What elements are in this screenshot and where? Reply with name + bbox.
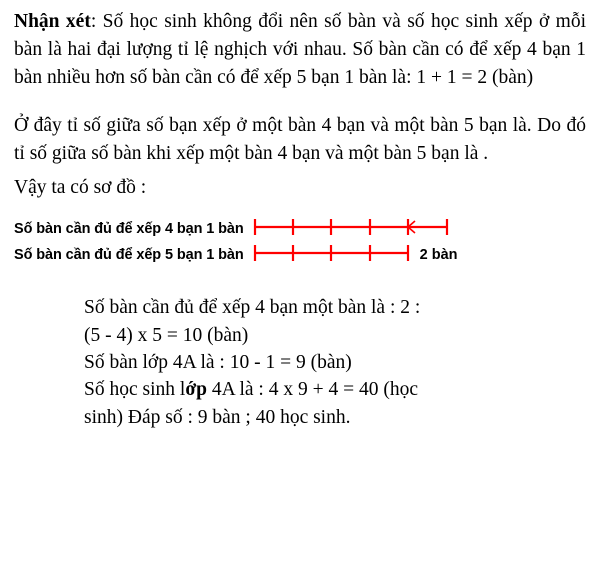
solution-line-4 xyxy=(84,376,586,403)
intro-paragraph xyxy=(14,8,586,92)
paragraph-diagram-intro: Vậy ta có sơ đồ : xyxy=(14,177,147,199)
intro-text: : Số học sinh không đổi nên số bàn và số học sinh xếp ở mỗi bàn là hai đại lượng tỉ lệ nghịch với nhau. Số bàn cần có để xếp 4 bạn 1 bàn nhiều hơn số bàn cần có để xếp 5 bạn 1 bàn là: 1 + 1 = 2 (bàn) xyxy=(14,11,587,89)
solution-line-4-part-b: ớp xyxy=(185,379,207,401)
solution-line-4-part-a: Số học sinh l xyxy=(84,379,186,401)
diagram-row-4ban xyxy=(14,216,586,242)
solution-line-2: (5 - 4) x 5 = 10 (bàn) xyxy=(84,324,249,346)
solution-block xyxy=(14,294,586,430)
bar-4-segments-icon xyxy=(252,242,412,264)
diagram-row-5ban xyxy=(14,242,586,268)
paragraph-ratio: Ở đây tỉ số giữa số bạn xếp ở một bàn 4 bạn và một bàn 5 bạn là. Do đó tỉ số giữa số bàn khi xếp một bàn 4 bạn và một bàn 5 bạn là . xyxy=(14,115,586,165)
diagram-row-5ban-bar xyxy=(252,242,412,269)
diagram-extra-label: 2 bàn xyxy=(419,247,458,264)
diagram-row-4ban-bar xyxy=(252,216,457,243)
solution-line-1: Số bàn cần đủ để xếp 4 bạn một bàn là : 2 : xyxy=(84,297,421,319)
bar-diagram xyxy=(14,216,586,268)
solution-line-3: Số bàn lớp 4A là : 10 - 1 = 9 (bàn) xyxy=(84,352,352,374)
diagram-row-4ban-label: Số bàn cần đủ để xếp 4 bạn 1 bàn xyxy=(14,221,244,238)
solution-line-4-part-c: 4A là : 4 x 9 + 4 = 40 (học xyxy=(206,379,418,401)
bar-5-segments-icon xyxy=(252,216,457,238)
diagram-row-5ban-label: Số bàn cần đủ để xếp 5 bạn 1 bàn xyxy=(14,247,244,264)
intro-lead-label: Nhận xét xyxy=(14,11,91,32)
solution-line-5: sinh) Đáp số : 9 bàn ; 40 học sinh. xyxy=(84,406,351,428)
